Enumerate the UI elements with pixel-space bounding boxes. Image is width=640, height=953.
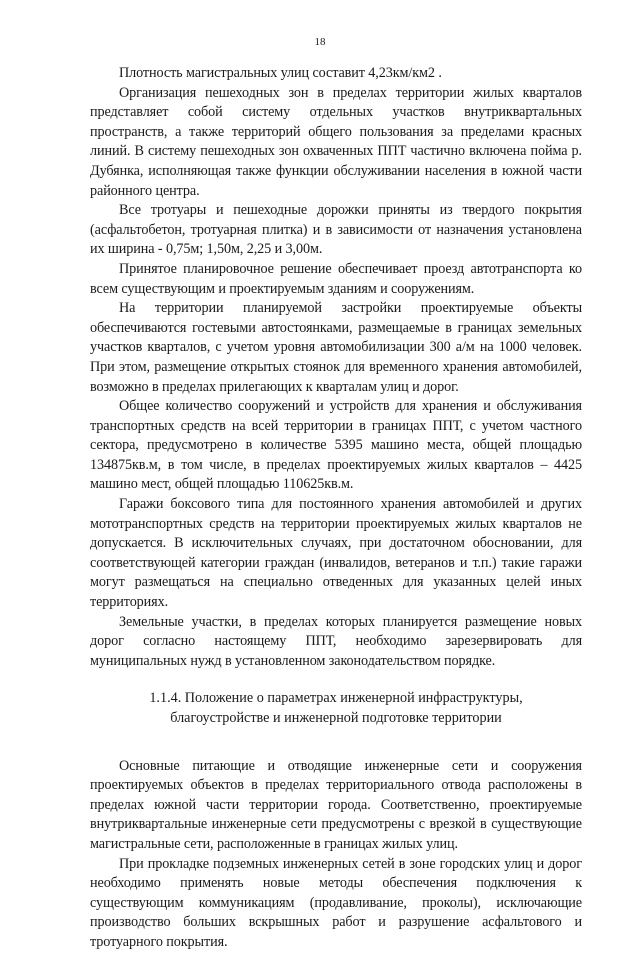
page-number: 18	[314, 36, 326, 48]
paragraph: Основные питающие и отводящие инженерные сети и сооружения проектируемых объектов в пределах территориального отвода расположены в пределах южной части территории города. Соответственно, проектируемые внутриквартальные инженерные сети предусмотрены с врезкой в существующие магистральные сети, расположенные в границах жилых улиц.	[90, 757, 582, 852]
section-heading-line-2: благоустройстве и инженерной подготовке территории	[170, 710, 502, 726]
paragraph: Все тротуары и пешеходные дорожки приняты из твердого покрытия (асфальтобетон, тротуарная плитка) и в зависимости от назначения установлена их ширина - 0,75м; 1,50м, 2,25 и 3,00м.	[90, 202, 582, 258]
paragraph: На территории планируемой застройки проектируемые объекты обеспечиваются гостевыми автостоянками, размещаемые в границах земельных участков кварталов, с учетом уровня автомобилизации 300 а/м на 1000 человек. При этом, размещение открытых стоянок для временного хранения автомобилей, возможно в пределах прилегающих к кварталам улиц и дорог.	[90, 300, 582, 395]
section-heading-line-1: 1.1.4. Положение о параметрах инженерной инфраструктуры,	[149, 690, 523, 707]
document-body	[90, 64, 582, 953]
paragraph: Гаражи боксового типа для постоянного хранения автомобилей и других мототранспортных средств на территории проектируемых жилых кварталов не допускается. В исключительных случаях, при достаточном обосновании, для соответствующей категории граждан (инвалидов, ветеранов и т.п.) такие гаражи могут размещаться на специально отведенных для указанных целей иных территориях.	[90, 496, 582, 611]
paragraph: Организация пешеходных зон в пределах территории жилых кварталов представляет собой систему отдельных участков внутриквартальных пространств, а также территорий общего пользования за пределами красных линий. В систему пешеходных зон охваченных ППТ частично включена пойма р. Дубянка, исполняющая также функции обслуживании населения в южной части районного центра.	[90, 84, 582, 199]
paragraph: Общее количество сооружений и устройств для хранения и обслуживания транспортных средств на всей территории в границах ППТ, с учетом частного сектора, предусмотрено в количестве 5395 машино места, общей площадью 134875кв.м, в том числе, в пределах проектируемых жилых кварталов – 4425 машино мест, общей площадью 110625кв.м.	[90, 398, 582, 493]
paragraph: Плотность магистральных улиц составит 4,23км/км2 .	[119, 65, 442, 81]
paragraph: Земельные участки, в пределах которых планируется размещение новых дорог согласно настоящему ППТ, необходимо зарезервировать для муниципальных нужд в установленном законодательством порядке.	[90, 613, 582, 669]
paragraph: При прокладке подземных инженерных сетей в зоне городских улиц и дорог необходимо применять новые методы обеспечения подключения к существующим коммуникациям (продавливание, проколы), исключающие производство больших вскрышных работ и разрушение асфальтового и тротуарного покрытия.	[90, 855, 582, 950]
paragraph: Принятое планировочное решение обеспечивает проезд автотранспорта ко всем существующим и проектируемым зданиям и сооружениям.	[90, 260, 582, 297]
section-heading	[90, 689, 582, 728]
